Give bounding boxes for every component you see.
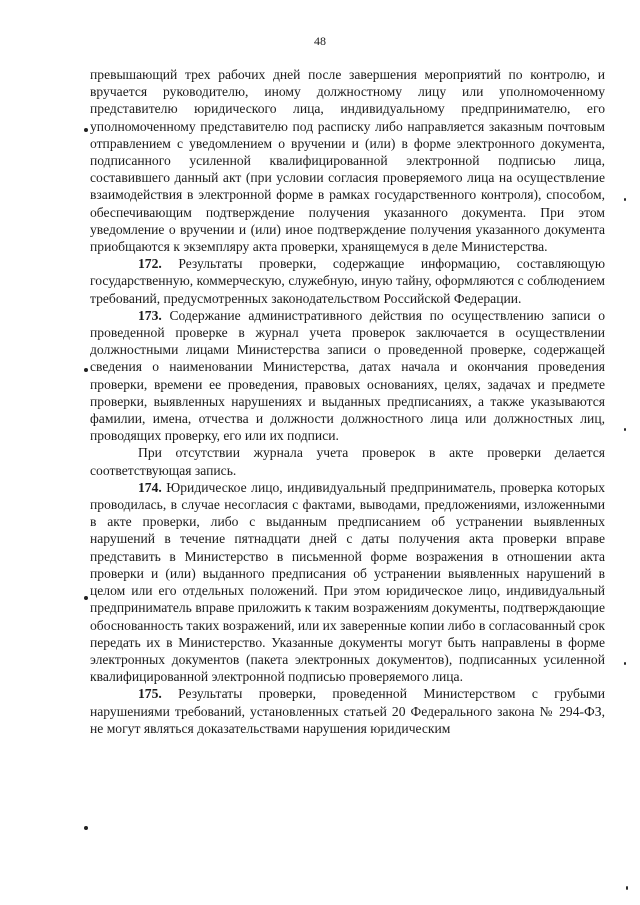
paragraph-text: Результаты проверки, содержащие информацию, составляющую государственную, коммерческую, служебную, иную тайну, оформляются с соблюдением требований, предусмотренных законодательством Российской Федерации. bbox=[90, 256, 605, 306]
scan-mark bbox=[624, 198, 626, 201]
paragraph-text: Результаты проверки, проведенной Министерством с грубыми нарушениями требований, установленных статьей 20 Федерального закона № 294-ФЗ, не могут являться доказательствами нарушения юридическим bbox=[90, 686, 605, 736]
scan-mark bbox=[624, 428, 626, 431]
scan-mark bbox=[626, 886, 628, 890]
paragraph-text: При отсутствии журнала учета проверок в акте проверки делается соответствующая запись. bbox=[90, 445, 605, 478]
paragraph-number: 173. bbox=[138, 307, 162, 323]
paragraph-number: 175. bbox=[138, 686, 162, 702]
scan-mark bbox=[84, 368, 88, 372]
paragraph-text: Юридическое лицо, индивидуальный предприниматель, проверка которых проводилась, в случае несогласия с фактами, выводами, предложениями, изложенными в акте проверки, либо с выданным предписанием об устранении выявленных нарушений в течение пятнадцати дней с даты получения акта проверки вправе представить в Министерство в письменной форме возражения в отношении акта проверки и (или) выданного предписания об устранении выявленных нарушений в целом или его отдельных положений. При этом юридическое лицо, индивидуальный предприниматель вправе приложить к таким возражениям документы, подтверждающие обоснованность таких возражений, или их заверенные копии либо в согласованный срок передать их в Министерство. Указанные документы могут быть направлены в форме электронных документов (пакета электронных документов), подписанных усиленной квалифицированной электронной подписью проверяемого лица. bbox=[90, 479, 605, 685]
page-number: 48 bbox=[314, 34, 326, 48]
paragraph-173 bbox=[90, 307, 605, 445]
paragraph-174 bbox=[90, 479, 605, 685]
scan-mark bbox=[84, 128, 88, 132]
paragraph-172 bbox=[90, 255, 605, 307]
paragraph-175 bbox=[90, 685, 605, 737]
scan-mark bbox=[84, 826, 88, 830]
paragraph-number: 172. bbox=[138, 256, 162, 272]
paragraph-continuation bbox=[90, 66, 605, 255]
paragraph-173-note bbox=[90, 444, 605, 478]
scan-mark bbox=[84, 596, 88, 600]
paragraph-number: 174. bbox=[138, 479, 162, 495]
paragraph-text: Содержание административного действия по осуществлению записи о проведенной проверке в журнал учета проверок заключается в осуществлении должностными лицами Министерства записи о проведенной проверке, содержащей сведения о наименовании Министерства, датах начала и окончания проведения проверки, времени ее проведения, правовых основаниях, целях, задачах и предмете проверки, выявленных нарушениях и выданных предписаниях, а также указываются фамилии, имена, отчества и должности должностного лица или должностных лиц, проводящих проверку, его или их подписи. bbox=[90, 307, 605, 444]
document-body bbox=[90, 66, 605, 737]
paragraph-text: превышающий трех рабочих дней после завершения мероприятий по контролю, и вручается руководителю, иному должностному лицу или уполномоченному представителю юридического лица, индивидуальному предпринимателю, его уполномоченному представителю под расписку либо направляется заказным почтовым отправлением с уведомлением о вручении и (или) в форме электронного документа, подписанного усиленной квалифицированной электронной подписью лица, составившего данный акт (при условии согласия проверяемого лица на осуществление взаимодействия в электронной форме в рамках государственного контроля), способом, обеспечивающим подтверждение получения указанного документа. При этом уведомление о вручении и (или) иное подтверждение получения указанного документа приобщаются к экземпляру акта проверки, хранящемуся в деле Министерства. bbox=[90, 67, 605, 255]
scan-mark bbox=[624, 662, 626, 665]
